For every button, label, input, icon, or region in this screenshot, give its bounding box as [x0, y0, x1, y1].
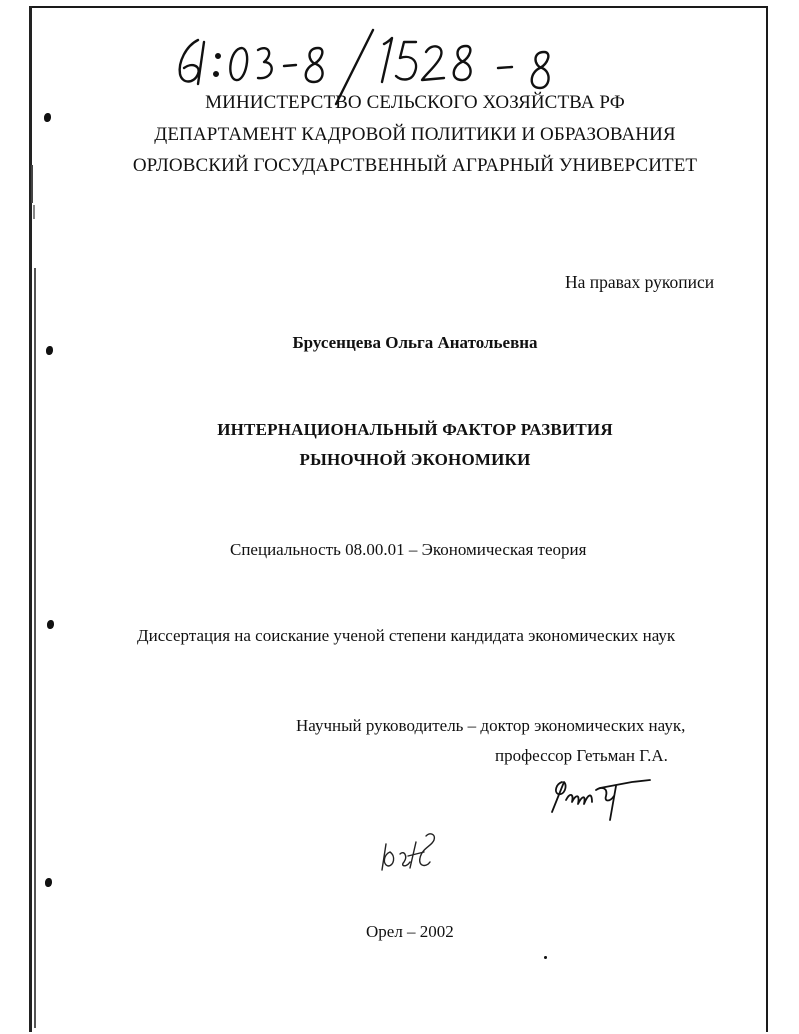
- scan-mark: [33, 205, 35, 219]
- scan-dot: [44, 113, 51, 122]
- manuscript-note: На правах рукописи: [565, 272, 715, 292]
- supervisor-signature: [540, 772, 660, 832]
- handwritten-initials: [370, 826, 450, 876]
- scan-border-top: [30, 6, 768, 8]
- supervisor-line-2: профессор Гетьман Г.А.: [495, 746, 668, 765]
- title-line-1: ИНТЕРНАЦИОНАЛЬНЫЙ ФАКТОР РАЗВИТИЯ: [217, 420, 613, 439]
- scan-border-left-inner: [34, 268, 36, 1028]
- specialty: Специальность 08.00.01 – Экономическая теория: [230, 540, 587, 559]
- scan-dot: [45, 878, 52, 887]
- scan-dot: [544, 956, 547, 959]
- place-and-year: Орел – 2002: [366, 922, 454, 941]
- department-name: ДЕПАРТАМЕНТ КАДРОВОЙ ПОЛИТИКИ И ОБРАЗОВАНИЯ: [154, 124, 676, 145]
- university-name: ОРЛОВСКИЙ ГОСУДАРСТВЕННЫЙ АГРАРНЫЙ УНИВЕРСИТЕТ: [132, 155, 698, 176]
- scan-dot: [47, 620, 54, 629]
- ministry-name: МИНИСТЕРСТВО СЕЛЬСКОГО ХОЗЯЙСТВА РФ: [205, 92, 625, 113]
- supervisor-line-1: Научный руководитель – доктор экономических наук,: [296, 716, 686, 735]
- degree-statement: Диссертация на соискание ученой степени кандидата экономических наук: [137, 626, 676, 645]
- title-line-2: РЫНОЧНОЙ ЭКОНОМИКИ: [299, 450, 531, 469]
- author-name: Брусенцева Ольга Анатольевна: [292, 333, 538, 352]
